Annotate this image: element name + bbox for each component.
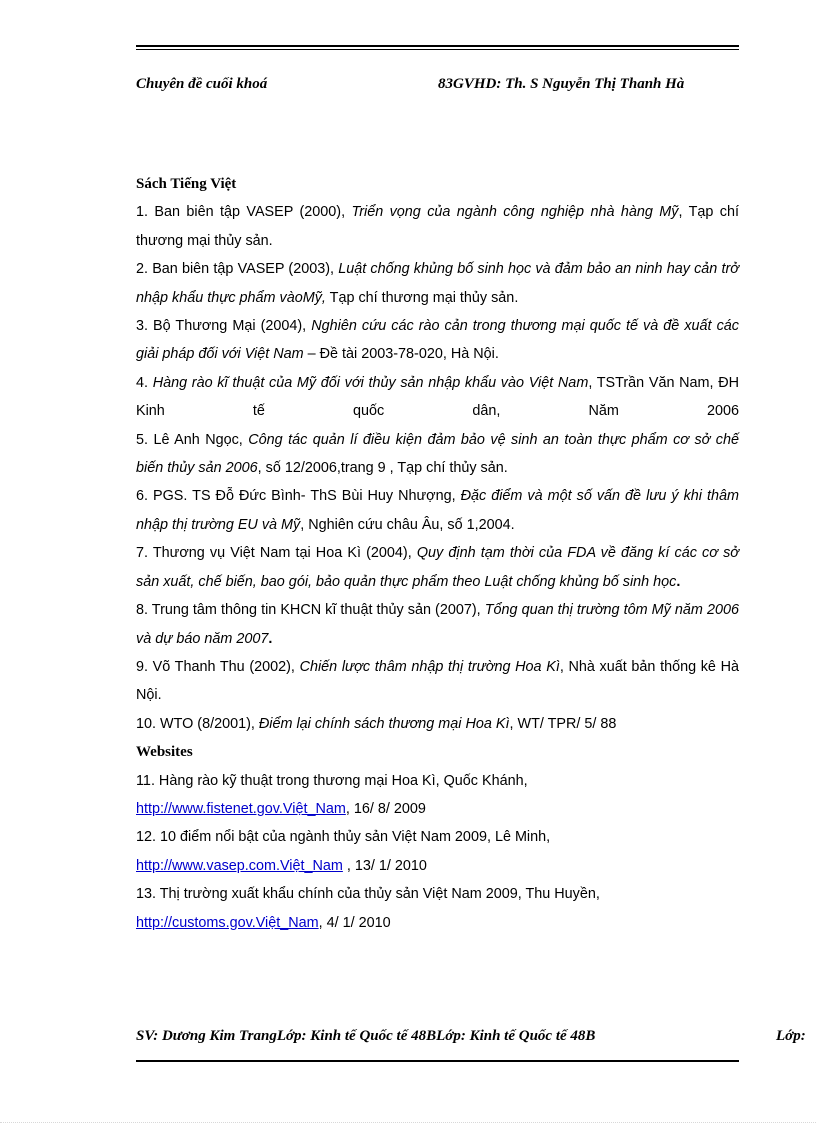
reference-item: 1. Ban biên tập VASEP (2000), Triển vọng của ngành công nghiệp nhà hàng Mỹ, Tạp chí thương mại thủy sản. <box>136 204 739 249</box>
footer-student: SV: Dương Kim TrangLớp: Kinh tế Quốc tế 48BLớp: Kinh tế Quốc tế 48B <box>136 1028 596 1044</box>
website-item: 12. 10 điểm nổi bật của ngành thủy sản Việt Nam 2009, Lê Minh, http://www.vasep.com.Việt_Nam , 13/ 1/ 2010 <box>136 829 551 874</box>
reference-item: 2. Ban biên tập VASEP (2003), Luật chống khủng bố sinh học và đảm bảo an ninh hay cản trở nhập khẩu thực phẩm vàoMỹ, Tạp chí thương mại thủy sản. <box>136 261 739 306</box>
reference-item: 7. Thương vụ Việt Nam tại Hoa Kì (2004), Quy định tạm thời của FDA về đăng kí các cơ sở sản xuất, chế biến, bao gói, bảo quản thực phẩm theo Luật chống khủng bố sinh học. <box>136 545 739 590</box>
reference-item: 9. Võ Thanh Thu (2002), Chiến lược thâm nhập thị trường Hoa Kì, Nhà xuất bản thống kê Hà Nội. <box>136 658 739 704</box>
section-title-websites: Websites <box>136 744 193 761</box>
website-link[interactable]: http://customs.gov.Việt_Nam <box>136 914 319 931</box>
reference-item: 4. Hàng rào kĩ thuật của Mỹ đối với thủy sản nhập khẩu vào Việt Nam, TSTrần Văn Nam, ĐH Kinh tế quốc dân, Năm 2006 <box>136 374 740 420</box>
reference-item: 10. WTO (8/2001), Điểm lại chính sách thương mại Hoa Kì, WT/ TPR/ 5/ 88 <box>136 715 617 732</box>
references-block <box>136 170 739 937</box>
website-item: 13. Thị trường xuất khẩu chính của thủy sản Việt Nam 2009, Thu Huyền, http://customs.gov.Việt_Nam, 4/ 1/ 2010 <box>136 886 600 931</box>
website-item: 11. Hàng rào kỹ thuật trong thương mại Hoa Kì, Quốc Khánh, http://www.fistenet.gov.Việt_Nam, 16/ 8/ 2009 <box>136 772 528 817</box>
footer-rule <box>136 1060 739 1062</box>
section-title-vietnamese-books: Sách Tiếng Việt <box>136 176 237 192</box>
website-link[interactable]: http://www.fistenet.gov.Việt_Nam <box>136 800 346 817</box>
reference-item: 8. Trung tâm thông tin KHCN kĩ thuật thủy sản (2007), Tổng quan thị trường tôm Mỹ năm 2006 và dự báo năm 2007. <box>136 602 739 647</box>
reference-item: 5. Lê Anh Ngọc, Công tác quản lí điều kiện đảm bảo vệ sinh an toàn thực phẩm cơ sở chế biến thủy sản 2006, số 12/2006,trang 9 , Tạp chí thủy sản. <box>136 431 739 477</box>
header-supervisor <box>438 76 684 93</box>
footer-class: Lớp: <box>776 1028 806 1044</box>
reference-item: 3. Bộ Thương Mại (2004), Nghiên cứu các rào cản trong thương mại quốc tế và đề xuất các giải pháp đối với Việt Nam – Đề tài 2003-78-020, Hà Nội. <box>136 318 739 363</box>
website-link[interactable]: http://www.vasep.com.Việt_Nam <box>136 857 343 874</box>
header-title: Chuyên đề cuối khoá <box>136 76 268 92</box>
page-number: 83 <box>438 76 453 92</box>
supervisor-name: GVHD: Th. S Nguyễn Thị Thanh Hà <box>453 76 685 92</box>
header-rule <box>136 45 739 50</box>
reference-item: 6. PGS. TS Đỗ Đức Bình- ThS Bùi Huy Nhượng, Đặc điểm và một số vấn đề lưu ý khi thâm nhập thị trường EU và Mỹ, Nghiên cứu châu Âu, số 1,2004. <box>136 488 739 533</box>
